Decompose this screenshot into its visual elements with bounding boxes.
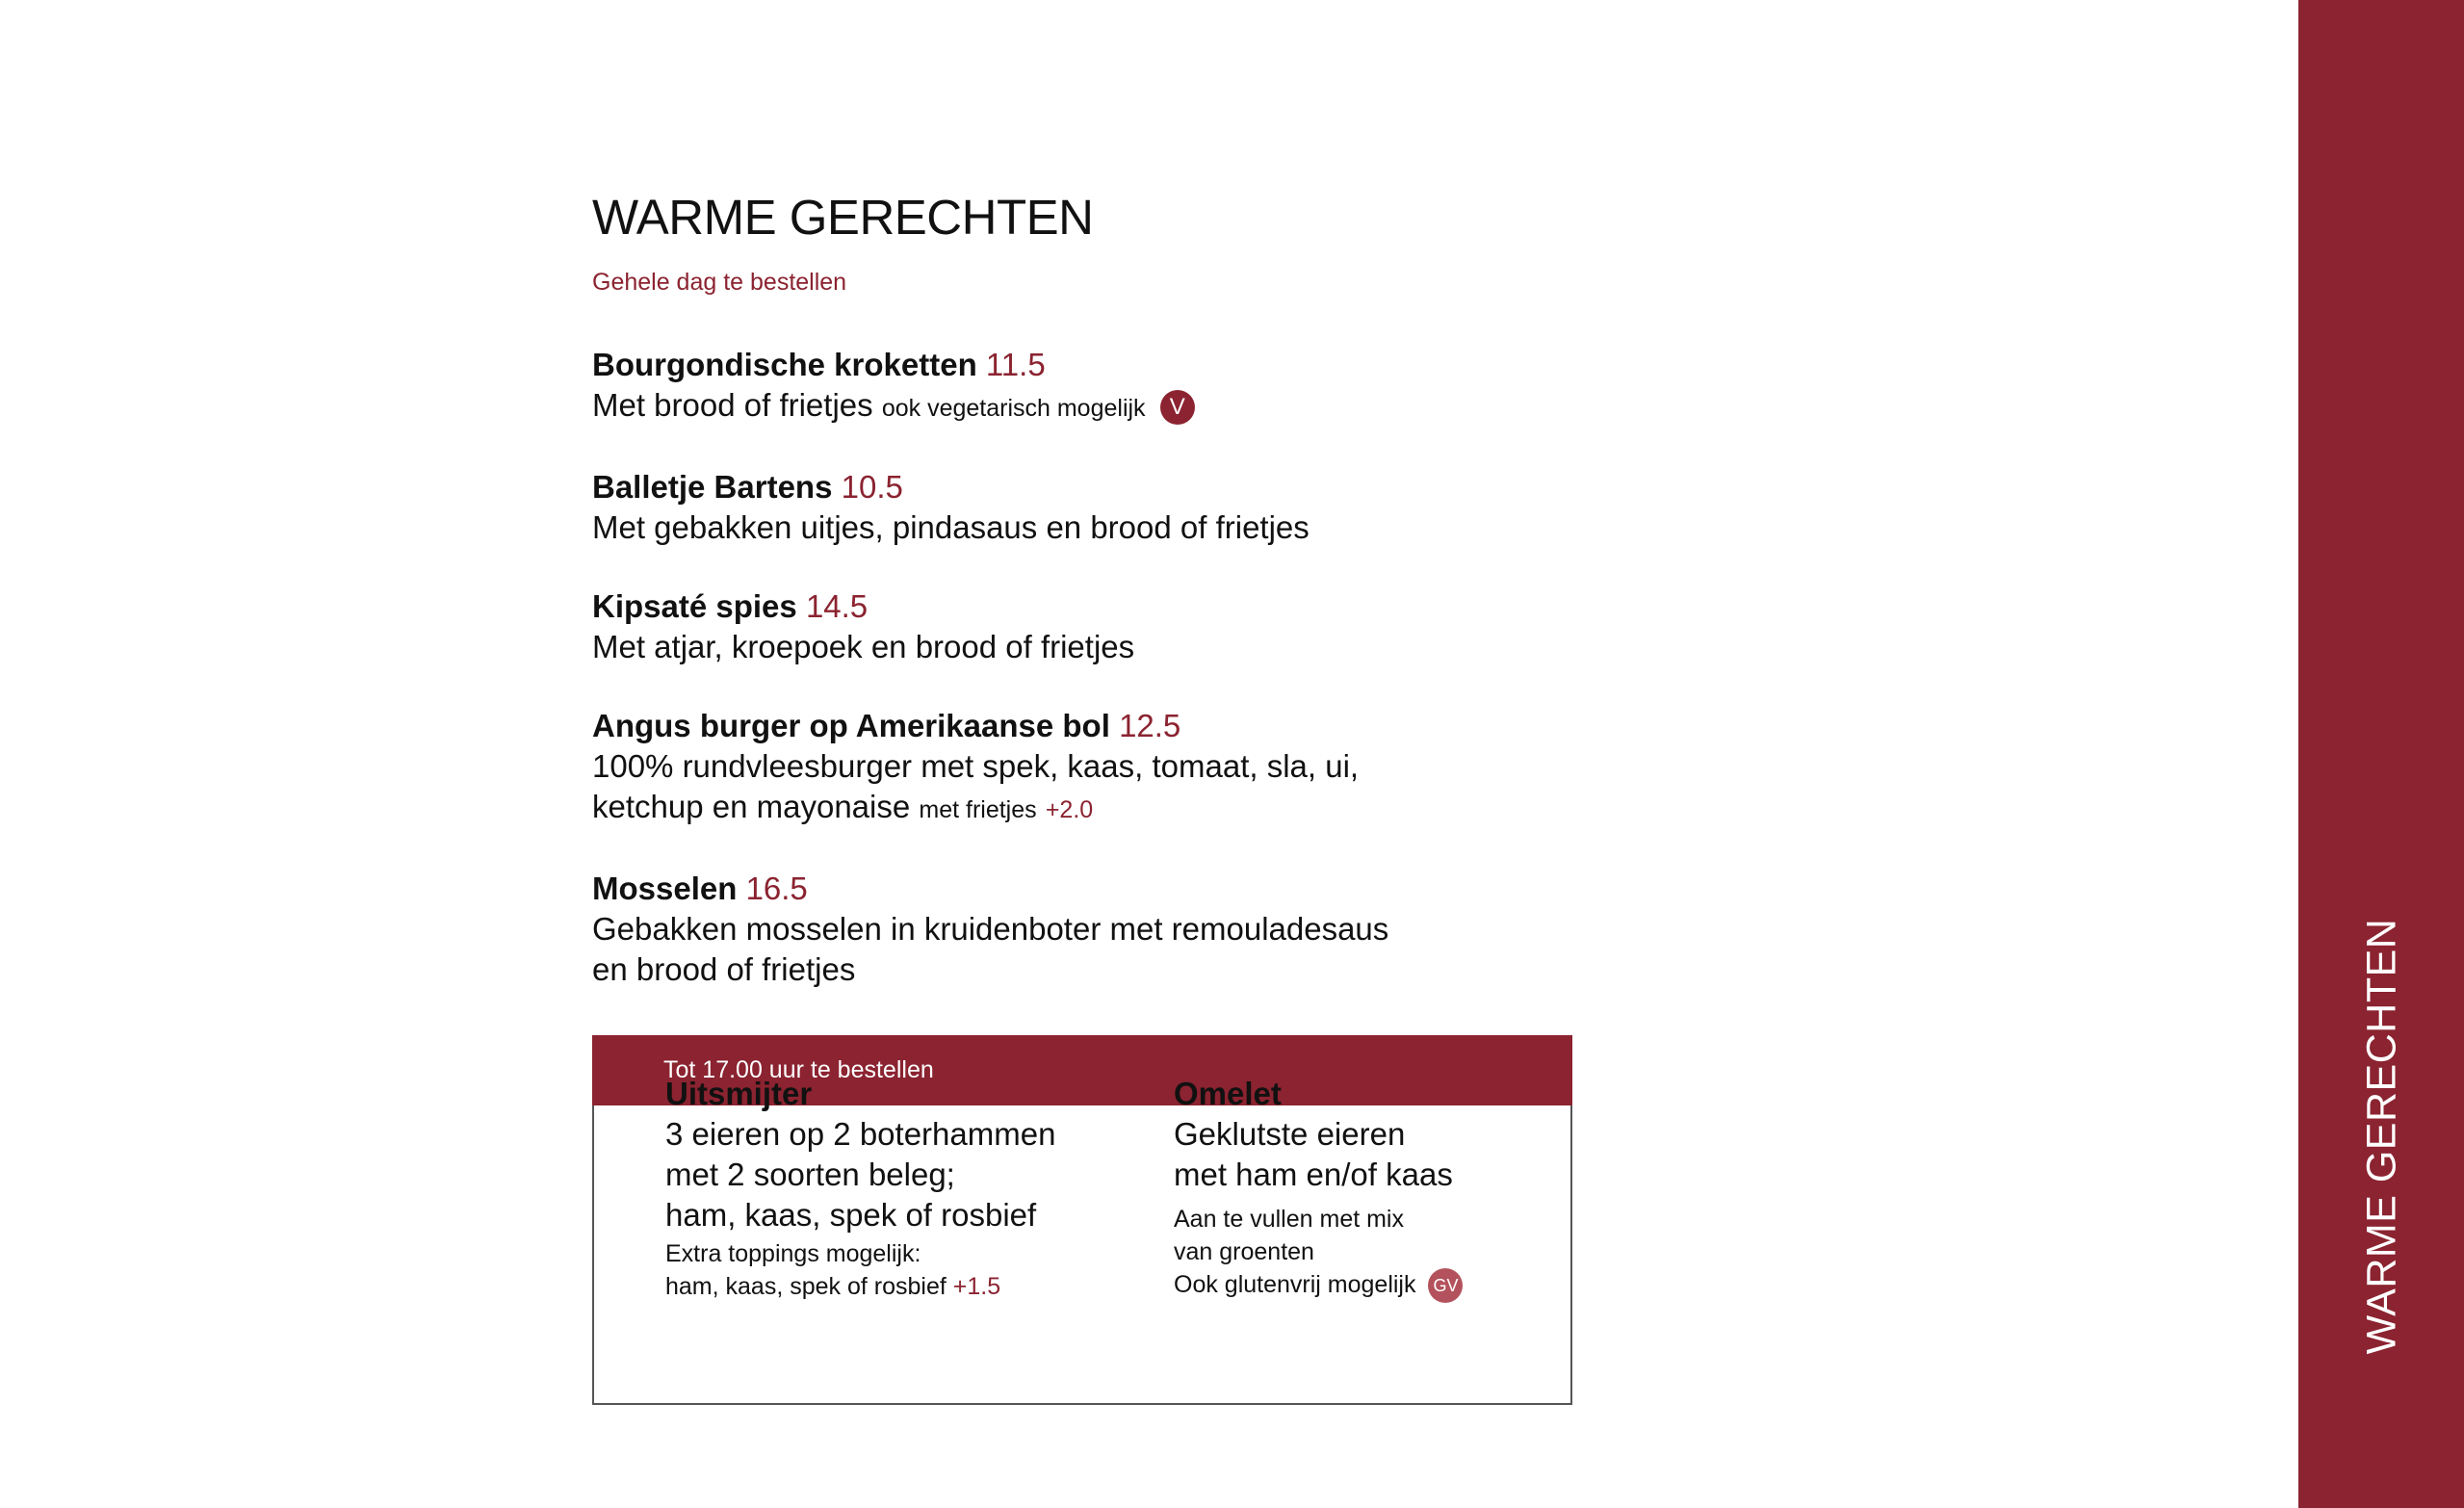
item-price: 11.5 bbox=[985, 347, 1046, 382]
item-name: Omelet bbox=[1174, 1076, 1282, 1111]
note-line bbox=[665, 1270, 1128, 1303]
item-description: Met gebakken uitjes, pindasaus en brood of frietjes bbox=[592, 509, 1310, 545]
note-line: Extra toppings mogelijk: bbox=[665, 1240, 921, 1267]
item-title bbox=[592, 869, 1651, 909]
page-title: WARME GERECHTEN bbox=[592, 190, 1094, 245]
menu-items bbox=[592, 345, 1651, 990]
item-name: Bourgondische kroketten bbox=[592, 347, 977, 382]
note-line: Aan te vullen met mix bbox=[1174, 1206, 1404, 1233]
item-price: 16.5 bbox=[745, 871, 808, 906]
note-price: +1.5 bbox=[952, 1273, 1001, 1300]
item-price: 11.0 bbox=[1290, 1076, 1350, 1111]
side-section-label: WARME GERECHTEN bbox=[2358, 918, 2405, 1355]
page-subtitle: Gehele dag te bestellen bbox=[592, 269, 847, 296]
item-description-line: 3 eieren op 2 boterhammen bbox=[665, 1116, 1056, 1152]
item-description-line: ham, kaas, spek of rosbief bbox=[665, 1197, 1037, 1233]
item-notes bbox=[665, 1237, 1128, 1303]
menu-item bbox=[592, 467, 1651, 548]
item-name: Mosselen bbox=[592, 871, 738, 906]
note-line bbox=[1174, 1268, 1559, 1303]
item-price: 10.5 bbox=[841, 469, 903, 505]
item-description-line: Geklutste eieren bbox=[1174, 1116, 1406, 1152]
note-text: ham, kaas, spek of rosbief bbox=[665, 1273, 947, 1300]
item-title bbox=[592, 586, 1651, 627]
item-title bbox=[592, 706, 1651, 746]
menu-item bbox=[592, 706, 1651, 830]
gluten-free-badge-icon: GV bbox=[1428, 1268, 1463, 1303]
item-description-line: met 2 soorten beleg; bbox=[665, 1157, 955, 1192]
box-header: Tot 17.00 uur te bestellen bbox=[592, 1035, 1572, 1105]
item-name: Balletje Bartens bbox=[592, 469, 833, 505]
item-description-line: met ham en/of kaas bbox=[1174, 1157, 1453, 1192]
item-price: 12.5 bbox=[1119, 708, 1181, 743]
item-description-line: en brood of frietjes bbox=[592, 951, 856, 987]
lunch-box bbox=[592, 1035, 1572, 1405]
menu-item bbox=[592, 345, 1651, 429]
item-extra-price: +2.0 bbox=[1045, 796, 1094, 823]
item-name: Kipsaté spies bbox=[592, 588, 797, 624]
item-description-line bbox=[592, 787, 1651, 830]
item-title bbox=[592, 467, 1651, 507]
item-description-line: 100% rundvleesburger met spek, kaas, tomaat, sla, ui, bbox=[592, 748, 1360, 784]
item-name: Uitsmijter bbox=[665, 1076, 813, 1111]
item-notes bbox=[1174, 1203, 1559, 1303]
item-title bbox=[1174, 1074, 1559, 1114]
item-description-line: Gebakken mosselen in kruidenboter met remouladesaus bbox=[592, 911, 1389, 947]
item-description bbox=[592, 385, 1651, 429]
item-desc-text: Met brood of frietjes bbox=[592, 387, 873, 423]
item-note: met frietjes bbox=[919, 796, 1037, 823]
box-item-uitsmijter bbox=[665, 1074, 1128, 1303]
menu-item bbox=[592, 586, 1651, 667]
item-price: 10.0 bbox=[820, 1076, 883, 1111]
item-desc-text: ketchup en mayonaise bbox=[592, 789, 911, 824]
item-title bbox=[665, 1074, 1128, 1114]
note-text: Ook glutenvrij mogelijk bbox=[1174, 1271, 1416, 1298]
vegetarian-badge-icon: V bbox=[1160, 390, 1195, 425]
menu-item bbox=[592, 869, 1651, 990]
item-price: 14.5 bbox=[805, 588, 869, 624]
item-title bbox=[592, 345, 1651, 385]
note-line: van groenten bbox=[1174, 1238, 1314, 1265]
item-description: Met atjar, kroepoek en brood of frietjes bbox=[592, 629, 1135, 664]
menu-content bbox=[592, 190, 1651, 1028]
item-name: Angus burger op Amerikaanse bol bbox=[592, 708, 1110, 743]
box-item-omelet bbox=[1174, 1074, 1559, 1303]
item-note: ook vegetarisch mogelijk bbox=[881, 395, 1146, 422]
